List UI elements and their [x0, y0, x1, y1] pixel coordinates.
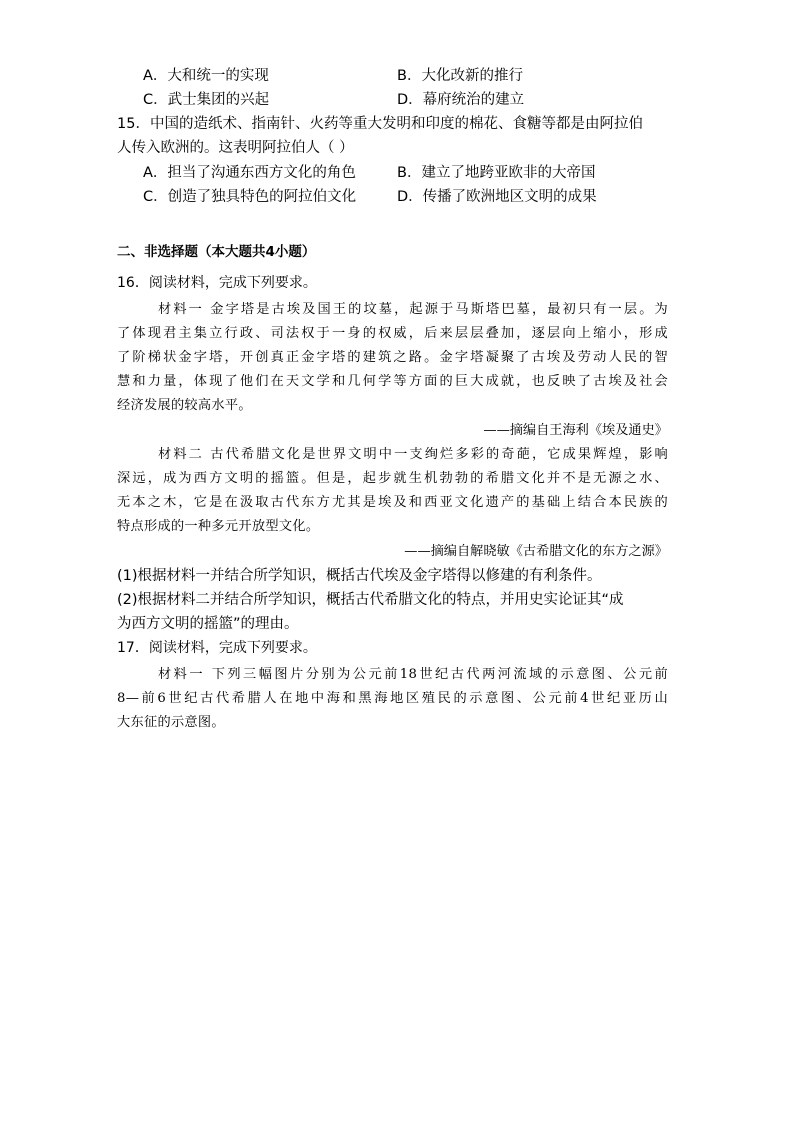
q15-option-b[interactable]: B．建立了地跨亚欧非的大帝国	[397, 165, 596, 181]
q16-material1-line2: 了体现君主集立行政、司法权于一身的权威，后来层层叠加，逐层向上缩小，形成	[117, 326, 668, 341]
q16-material1-line5: 经济发展的较高水平。	[117, 398, 252, 413]
q16-sub2-line2: 为西方文明的摇篮”的理由。	[117, 616, 299, 632]
q16-material2-line4: 特点形成的一种多元开放型文化。	[117, 519, 320, 534]
q15-stem-line1: 15．中国的造纸术、指南针、火药等重大发明和印度的棉花、食糖等都是由阿拉伯	[117, 116, 643, 132]
q16-sub1: (1)根据材料一并结合所学知识，概括古代埃及金字塔得以修建的有利条件。	[117, 568, 602, 584]
q17-material1-line2: 8—前6世纪古代希腊人在地中海和黑海地区殖民的示意图、公元前4世纪亚历山	[117, 691, 668, 706]
q16-stem: 16．阅读材料，完成下列要求。	[117, 275, 317, 291]
q16-material1-source: ——摘编自王海利《埃及通史》	[483, 423, 668, 438]
q16-material2-line3: 无本之木，它是在汲取古代东方尤其是埃及和西亚文化遗产的基础上结合本民族的	[117, 495, 668, 510]
q16-material2-source: ——摘编自解晓敏《古希腊文化的东方之源》	[404, 544, 668, 559]
q15-stem-line2: 人传入欧洲的。这表明阿拉伯人（ ）	[117, 140, 354, 156]
section-title: 二、非选择题（本大题共4小题）	[117, 244, 316, 260]
q15-option-d[interactable]: D．传播了欧洲地区文明的成果	[397, 189, 597, 205]
q17-material1-line1: 材料一 下列三幅图片分别为公元前18世纪古代两河流域的示意图、公元前	[158, 667, 668, 682]
q17-stem: 17．阅读材料，完成下列要求。	[117, 640, 317, 656]
q14-option-c[interactable]: C．武士集团的兴起	[143, 92, 270, 108]
q16-material1-line4: 慧和力量，体现了他们在天文学和几何学等方面的巨大成就，也反映了古埃及社会	[117, 374, 668, 389]
q17-material1-line3: 大东征的示意图。	[117, 715, 225, 730]
q15-option-a[interactable]: A．担当了沟通东西方文化的角色	[143, 165, 356, 181]
q14-option-a[interactable]: A．大和统一的实现	[143, 68, 269, 84]
q16-material2-line2: 深远，成为西方文明的摇篮。但是，起步就生机勃勃的希腊文化并不是无源之水、	[117, 471, 668, 486]
q14-option-b[interactable]: B．大化改新的推行	[397, 68, 523, 84]
q16-material2-line1: 材料二 古代希腊文化是世界文明中一支绚烂多彩的奇葩，它成果辉煌，影响	[158, 447, 668, 462]
q16-material1-line1: 材料一 金字塔是古埃及国王的坟墓，起源于马斯塔巴墓，最初只有一层。为	[158, 302, 668, 317]
q16-material1-line3: 了阶梯状金字塔，开创真正金字塔的建筑之路。金字塔凝聚了古埃及劳动人民的智	[117, 350, 668, 365]
q15-option-c[interactable]: C．创造了独具特色的阿拉伯文化	[143, 189, 357, 205]
q14-option-d[interactable]: D．幕府统治的建立	[397, 92, 525, 108]
q16-sub2-line1: (2)根据材料二并结合所学知识，概括古代希腊文化的特点，并用史实论证其“成	[117, 592, 624, 608]
